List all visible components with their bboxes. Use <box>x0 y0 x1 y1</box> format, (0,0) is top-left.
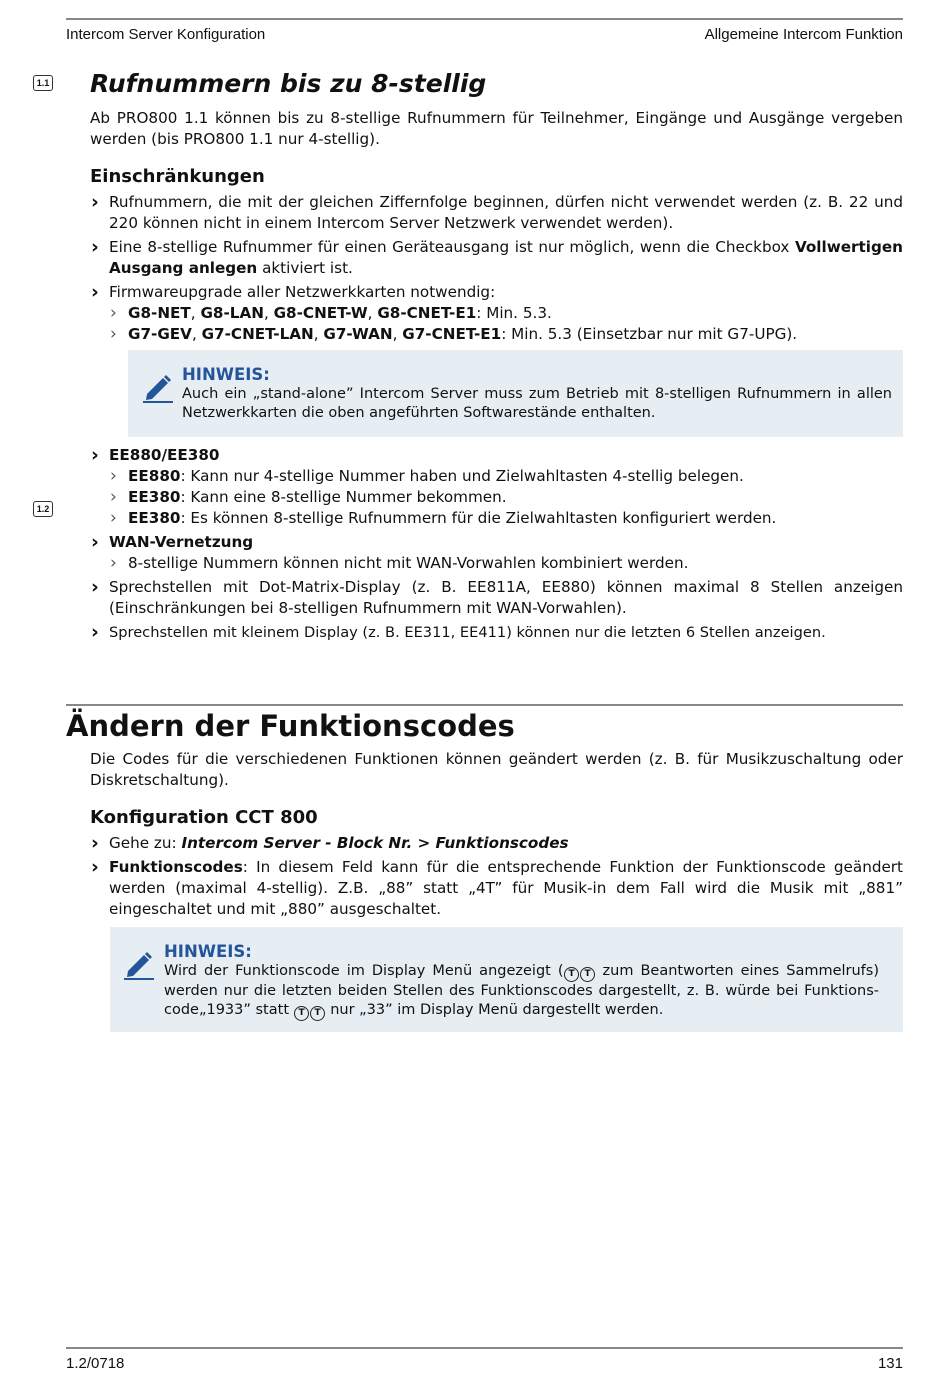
note-box <box>110 927 903 1032</box>
card-name: G7-GEV <box>128 325 192 343</box>
restrictions-block <box>90 165 903 345</box>
config-block <box>90 806 903 920</box>
device-code: EE880 <box>128 467 181 485</box>
list-item <box>90 445 903 466</box>
sub-list-item <box>90 487 903 508</box>
list-item-text: Eine 8-stellige Rufnummer für einen Geräteausgang ist nur möglich, wenn die Checkbox <box>109 238 795 256</box>
footer-version: 1.2/0718 <box>66 1355 125 1372</box>
section1-title: Rufnummern bis zu 8-stellig <box>90 69 487 98</box>
devices-block <box>90 445 903 643</box>
section2-intro: Die Codes für die verschiedenen Funktionen können geändert werden (z. B. für Musikzuschaltung oder Diskretschaltung). <box>90 750 903 789</box>
list-item <box>90 192 903 234</box>
sub-list-item <box>90 466 903 487</box>
sub-list-item-text: 8-stellige Nummern können nicht mit WAN-Vorwahlen kombiniert werden. <box>128 554 689 572</box>
pencil-icon <box>141 369 175 403</box>
card-name: G8-CNET-E1 <box>377 304 477 322</box>
footer-rule <box>66 1347 903 1349</box>
list-item <box>90 857 903 920</box>
list-item <box>90 282 903 303</box>
restrictions-heading: Einschränkungen <box>90 166 265 187</box>
note-body <box>164 962 879 1021</box>
note-text: Wird der Funktionscode im Display Menü angezeigt ( <box>164 963 564 979</box>
list-item <box>90 237 903 279</box>
checkbox-label-ref: Vollwertigen Ausgang anlegen <box>109 238 903 277</box>
sub-list-item <box>90 553 903 574</box>
device-code: EE380 <box>128 488 181 506</box>
list-item-heading: EE880/EE380 <box>109 446 220 464</box>
pencil-icon <box>122 946 156 980</box>
list-item-text: Rufnummern, die mit der gleichen Ziffernfolge beginnen, dürfen nicht verwendet werden (z. B. 22 und 220 können nicht in einem Intercom Server Netzwerk verwendet werden). <box>109 193 903 232</box>
page-number: 131 <box>877 1355 903 1372</box>
list-item <box>90 532 903 553</box>
card-name: G8-LAN <box>200 304 264 322</box>
sub-list-item-text: : Es können 8-stellige Rufnummern für die Zielwahltasten konfiguriert werden. <box>180 509 777 527</box>
list-item-text: aktiviert ist. <box>257 259 353 277</box>
note-box <box>128 350 903 437</box>
list-item-text: : In diesem Feld kann für die entsprechende Funktion der Funktionscode geändert werden (maximal 4-stellig). Z.B. „88” statt „4T” für Musik-in dem Fall wird die Musik mit „881” eingeschaltet und mit „880” ausgeschaltet. <box>109 858 903 918</box>
section2-heading-block <box>66 708 903 744</box>
note-body: Auch ein „stand-alone” Intercom Server muss zum Betrieb mit 8-stelligen Rufnummern in allen Netzwerkkarten die oben angeführten Softwarestände enthalten. <box>182 386 892 421</box>
t-key-icon: T <box>564 967 579 982</box>
sub-list-item-text: : Kann eine 8-stellige Nummer bekommen. <box>180 488 507 506</box>
card-name: G7-WAN <box>323 325 393 343</box>
header-top-rule <box>66 18 903 20</box>
t-key-icon: T <box>580 967 595 982</box>
list-item-heading: WAN-Vernetzung <box>109 533 254 551</box>
list-item-text: Firmwareupgrade aller Netzwerkkarten notwendig: <box>109 283 496 301</box>
list-item-text: Sprechstellen mit Dot-Matrix-Display (z. B. EE811A, EE880) können maximal 8 Stellen anzeigen (Einschränkungen bei 8-stelligen Rufnummern mit WAN-Vorwahlen). <box>109 578 903 617</box>
t-key-icon: T <box>294 1006 309 1021</box>
version-badge: 1.2 <box>33 501 53 517</box>
list-item <box>90 833 903 854</box>
section1-heading-block <box>90 68 903 100</box>
sub-list-item-text: : Min. 5.3 (Einsetzbar nur mit G7-UPG). <box>501 325 798 343</box>
sub-list-item: › G8-NET, G8-LAN, G8-CNET-W, G8-CNET-E1: Min. 5.3. <box>90 303 903 324</box>
card-name: G7-CNET-LAN <box>201 325 314 343</box>
card-name: G8-NET <box>128 304 191 322</box>
menu-path: Intercom Server - Block Nr. > Funktionscodes <box>181 834 569 852</box>
card-name: G8-CNET-W <box>273 304 368 322</box>
restrictions-list <box>90 192 903 345</box>
note-text: zum Beantworten eines Sammelrufs) werden nur die letzten beiden Stellen des Funktionscodes dargestellt, z. B. würde bei Funktionscode„1933” statt <box>164 963 879 1018</box>
field-name: Funktionscodes <box>109 858 243 876</box>
config-heading: Konfiguration CCT 800 <box>90 807 318 828</box>
sub-list-item <box>90 508 903 529</box>
section2-title: Ändern der Funktionscodes <box>66 709 515 743</box>
note-title: HINWEIS: <box>182 365 270 384</box>
section1-intro: Ab PRO800 1.1 können bis zu 8-stellige Rufnummern für Teilnehmer, Eingänge und Ausgänge vergeben werden (bis PRO800 1.1 nur 4-stellig). <box>90 109 903 148</box>
header-left: Intercom Server Konfiguration <box>66 26 266 43</box>
card-name: G7-CNET-E1 <box>402 325 502 343</box>
sub-list-item-text: : Kann nur 4-stellige Nummer haben und Zielwahltasten 4-stellig belegen. <box>180 467 744 485</box>
t-key-icon: T <box>310 1006 325 1021</box>
note-title: HINWEIS: <box>164 942 252 961</box>
note-text: nur „33” im Display Menü dargestellt werden. <box>325 1002 664 1018</box>
sub-list-item-text: : Min. 5.3. <box>476 304 552 322</box>
section1-intro-block <box>90 108 903 150</box>
config-list <box>90 833 903 920</box>
list-item <box>90 577 903 619</box>
section2-intro-block <box>90 749 903 791</box>
section2-rule <box>66 704 903 706</box>
list-item-text: Sprechstellen mit kleinem Display (z. B. EE311, EE411) können nur die letzten 6 Stellen anzeigen. <box>109 624 826 641</box>
device-code: EE380 <box>128 509 181 527</box>
list-item <box>90 622 903 643</box>
header-right: Allgemeine Intercom Funktion <box>704 26 903 43</box>
list-item-text: Gehe zu: <box>109 834 182 852</box>
devices-list <box>90 445 903 643</box>
sub-list-item: › G7-GEV, G7-CNET-LAN, G7-WAN, G7-CNET-E1: Min. 5.3 (Einsetzbar nur mit G7-UPG). <box>90 324 903 345</box>
version-badge: 1.1 <box>33 75 53 91</box>
